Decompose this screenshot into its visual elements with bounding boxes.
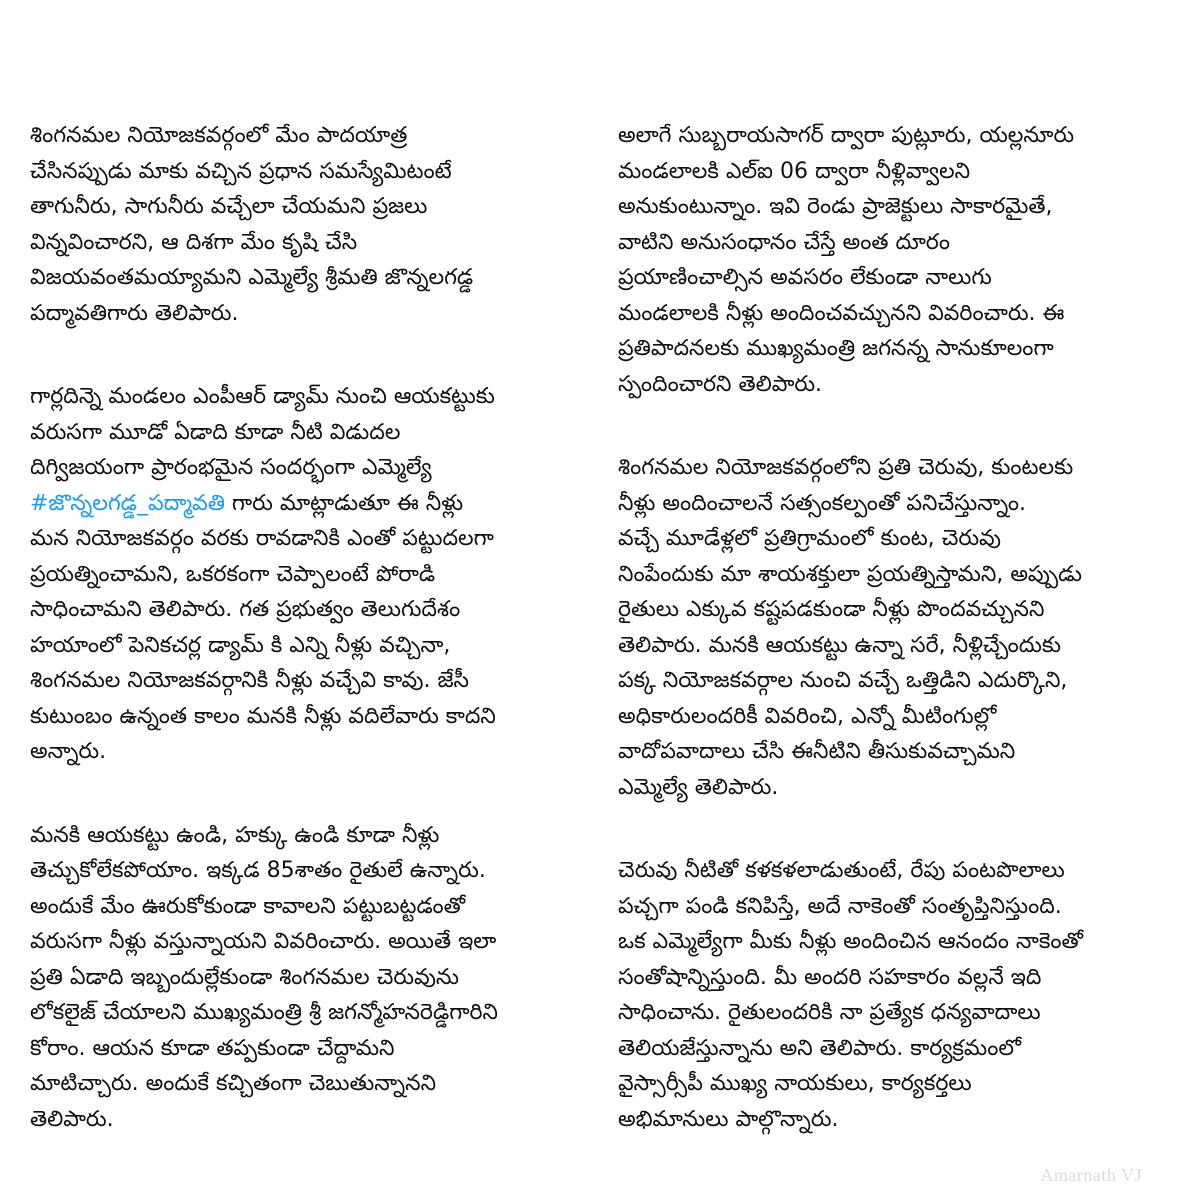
watermark: Amarnath VJ: [1040, 1165, 1142, 1185]
left-column: [30, 118, 570, 1185]
paragraph: శింగనమల నియోజకవర్గంలోని ప్రతి చెరువు, కుంటలకు నీళ్లు అందించాలనే సత్సంకల్పంతో పనిచేస్తున్నాం. వచ్చే మూడేళ్లలో ప్రతిగ్రామంలో కుంట, చెరువు నింపేందుకు మా శాయశక్తులా ప్రయత్నిస్తామని, అప్పుడు రైతులు ఎక్కువ కష్టపడకుండా నీళ్లు పొందవచ్చునని తెలిపారు. మనకి ఆయకట్టు ఉన్నా సరే, నీళ్లిచ్చేందుకు పక్క నియోజకవర్గాల నుంచి వచ్చే ఒత్తిడిని ఎదుర్కొని, అధికారులందరికీ వివరించి, ఎన్నో మీటింగుల్లో వాదోపవాదాలు చేసి ఈనీటిని తీసుకువచ్చామని ఎమ్మెల్యే తెలిపారు.: [618, 455, 1082, 800]
paragraph-with-hashtag: [30, 379, 570, 770]
paragraph: చెరువు నీటితో కళకళలాడుతుంటే, రేపు పంటపొలాలు పచ్చగా పండి కనిపిస్తే, అదే నాకెంతో సంతృప్తినిస్తుంది. ఒక ఎమ్మెల్యేగా మీకు నీళ్లు అందించిన ఆనందం నాకెంతో సంతోషాన్నిస్తుంది. మీ అందరి సహకారం వల్లనే ఇది సాధించాను. రైతులందరికి నా ప్రత్యేక ధన్యవాదాలు తెలియజేస్తున్నాను అని తెలిపారు. కార్యక్రమంలో వైస్సార్సీపీ ముఖ్య నాయకులు, కార్యకర్తలు అభిమానులు పాల్గొన్నారు.: [618, 858, 1083, 1132]
right-column: [618, 118, 1158, 1185]
paragraph: అలాగే సుబ్బరాయసాగర్ ద్వారా పుట్లూరు, యల్లనూరు మండలాలకి ఎల్ఐ 06 ద్వారా నీళ్లివ్వాలని అనుకుంటున్నాం. ఇవి రెండు ప్రాజెక్టులు సాకారమైతే, వాటిని అనుసంధానం చేస్తే అంత దూరం ప్రయాణించాల్సిన అవసరం లేకుండా నాలుగు మండలాలకి నీళ్లు అందించవచ్చునని వివరించారు. ఈ ప్రతిపాదనలకు ముఖ్యమంత్రి జగనన్న సానుకూలంగా స్పందించారని తెలిపారు.: [618, 123, 1075, 397]
paragraph: శింగనమల నియోజకవర్గంలో మేం పాదయాత్ర చేసినప్పుడు మాకు వచ్చిన ప్రధాన సమస్యేమిటంటే తాగునీరు, సాగునీరు వచ్చేలా చేయమని ప్రజలు విన్నవించారని, ఆ దిశగా మేం కృషి చేసి విజయవంతమయ్యామని ఎమ్మెల్యే శ్రీమతి జొన్నలగడ్డ పద్మావతిగారు తెలిపారు.: [30, 123, 474, 326]
paragraph-text: గార్లదిన్నె మండలం ఎంపీఆర్ డ్యామ్ నుంచి ఆయకట్టుకు వరుసగా మూడో ఏడాది కూడా నీటి విడుదల దిగ్విజయంగా ప్రారంభమైన సందర్భంగా ఎమ్మెల్యే: [30, 384, 495, 480]
paragraph: మనకి ఆయకట్టు ఉండి, హక్కు ఉండి కూడా నీళ్లు తెచ్చుకోలేకపోయాం. ఇక్కడ 85శాతం రైతులే ఉన్నారు. అందుకే మేం ఊరుకోకుండా కావాలని పట్టుబట్టడంతో వరుసగా నీళ్లు వస్తున్నాయని వివరించారు. అయితే ఇలా ప్రతి ఏడాది ఇబ్బందుల్లేకుండా శింగనమల చెరువును లోకలైజ్ చేయాలని ముఖ్యమంత్రి శ్రీ జగన్మోహనరెడ్డిగారిని కోరాం. ఆయన కూడా తప్పకుండా చేద్దామని మాటిచ్చారు. అందుకే కచ్చితంగా చెబుతున్నానని తెలిపారు.: [30, 822, 498, 1132]
hashtag-link[interactable]: #జొన్నలగడ్డ_పద్మావతి: [30, 490, 225, 516]
paragraph-text: గారు మాట్లాడుతూ ఈ నీళ్లు మన నియోజకవర్గం వరకు రావడానికి ఎంతో పట్టుదలగా ప్రయత్నించామని, ఒకరకంగా చెప్పాలంటే పోరాడి సాధించామని తెలిపారు. గత ప్రభుత్వం తెలుగుదేశం హయాంలో పెనికచర్ల డ్యామ్ కి ఎన్ని నీళ్లు వచ్చినా, శింగనమల నియోజకవర్గానికి నీళ్లు వచ్చేవి కావు. జేసీ కుటుంబం ఉన్నంత కాలం మనకి నీళ్లు వదిలేవారు కాదని అన్నారు.: [30, 490, 496, 764]
